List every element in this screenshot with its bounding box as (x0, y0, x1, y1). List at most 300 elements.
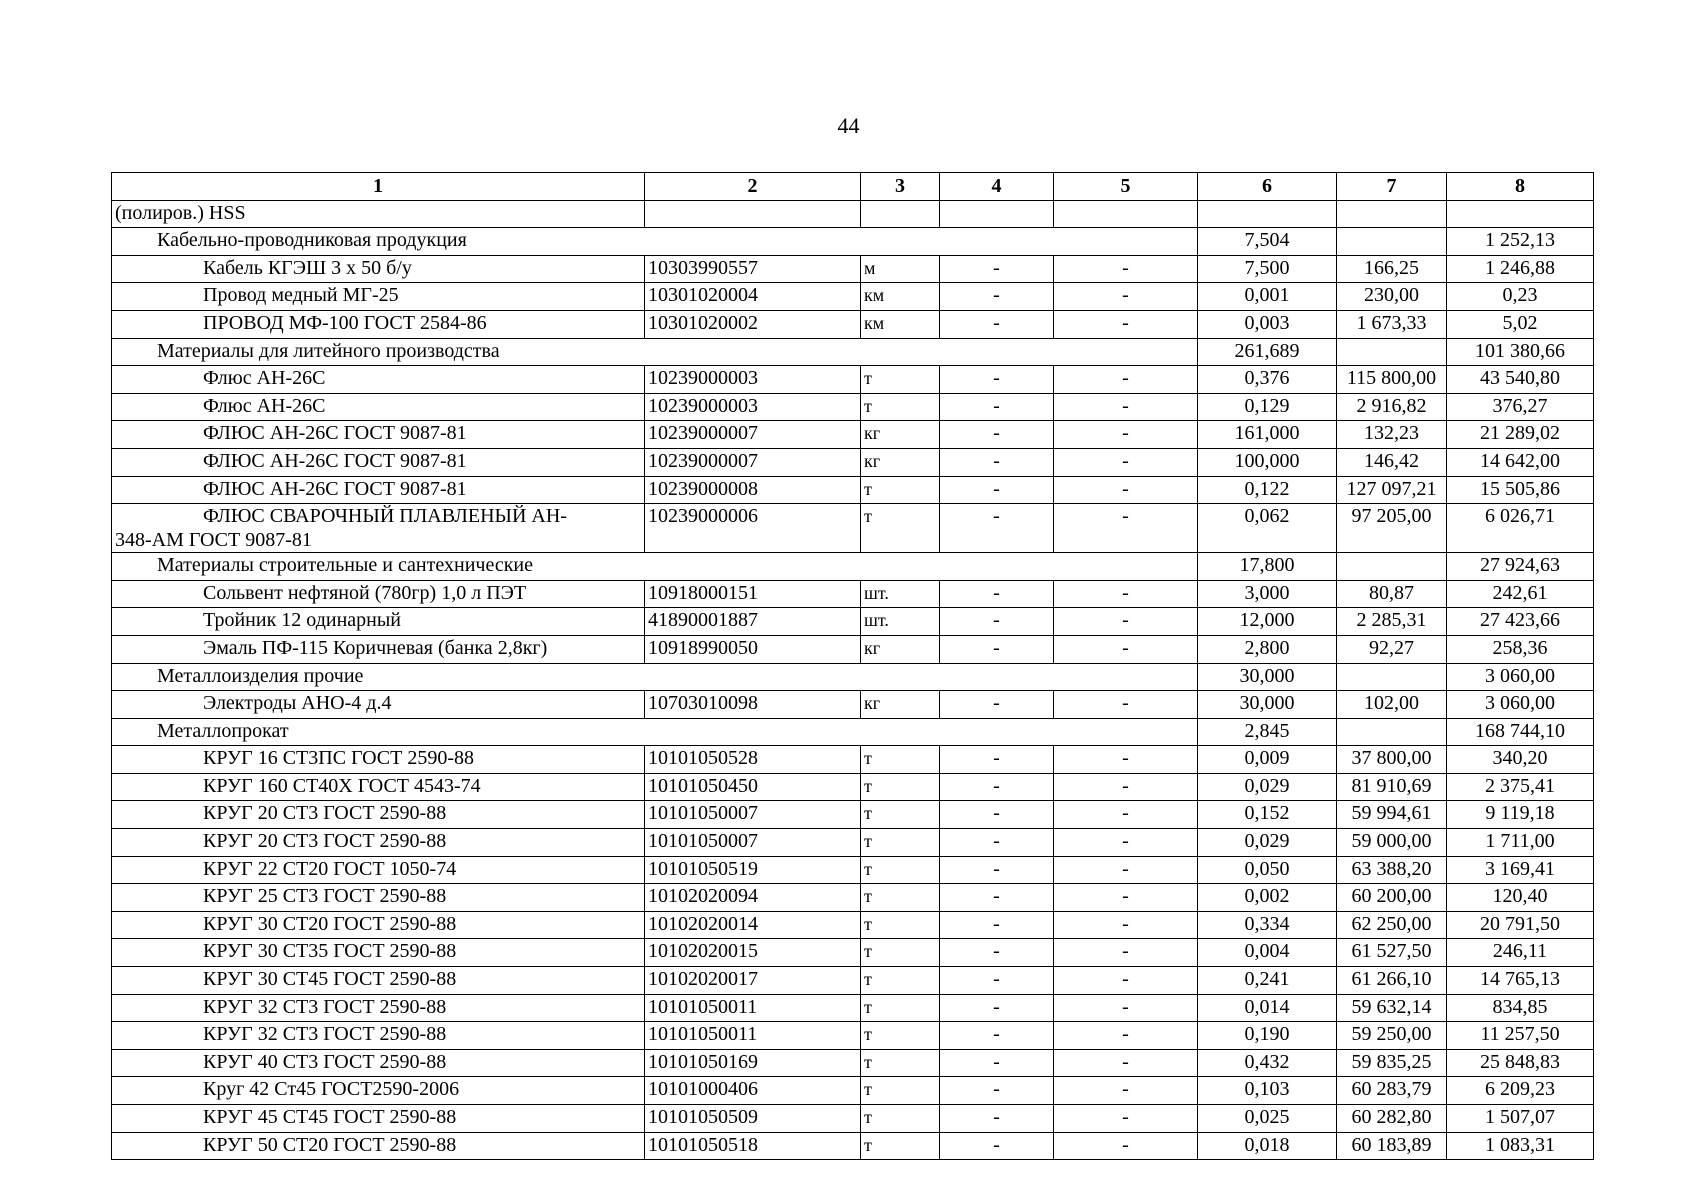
table-row (112, 504, 1594, 553)
col-header-4: 4 (940, 173, 1054, 201)
code-cell: 10101050518 (645, 1132, 861, 1160)
price-cell: 166,25 (1337, 255, 1447, 283)
table-row (112, 608, 1594, 636)
name-cell: Круг 42 Ст45 ГОСТ2590-2006 (112, 1077, 645, 1105)
col5-cell: - (1054, 635, 1198, 663)
table-row (112, 856, 1594, 884)
name-cell: ФЛЮС АН-26С ГОСТ 9087-81 (112, 476, 645, 504)
price-cell (1337, 663, 1447, 691)
col4-cell: - (940, 911, 1054, 939)
qty-cell: 0,129 (1198, 393, 1337, 421)
col5-cell: - (1054, 476, 1198, 504)
sum-cell: 242,61 (1447, 580, 1594, 608)
name-cell: КРУГ 30 СТ35 ГОСТ 2590-88 (112, 939, 645, 967)
code-cell: 10303990557 (645, 255, 861, 283)
col4-cell: - (940, 773, 1054, 801)
sum-cell: 0,23 (1447, 283, 1594, 311)
col5-cell: - (1054, 801, 1198, 829)
unit-cell: т (861, 829, 940, 857)
unit-cell: т (861, 1049, 940, 1077)
name-cell: Провод медный МГ-25 (112, 283, 645, 311)
unit-cell: кг (861, 421, 940, 449)
unit-cell: кг (861, 635, 940, 663)
col4-cell: - (940, 366, 1054, 394)
name-cell: КРУГ 25 СТ3 ГОСТ 2590-88 (112, 884, 645, 912)
qty-cell: 0,050 (1198, 856, 1337, 884)
sum-cell: 25 848,83 (1447, 1049, 1594, 1077)
col-header-3: 3 (861, 173, 940, 201)
header-row (112, 173, 1594, 201)
name-cell: КРУГ 45 СТ45 ГОСТ 2590-88 (112, 1105, 645, 1133)
qty-cell: 17,800 (1198, 553, 1337, 581)
sum-cell: 6 026,71 (1447, 504, 1594, 553)
unit-cell (861, 200, 940, 228)
price-cell: 60 183,89 (1337, 1132, 1447, 1160)
col4-cell (940, 200, 1054, 228)
unit-cell: т (861, 994, 940, 1022)
qty-cell: 100,000 (1198, 448, 1337, 476)
group-name-cell: Металлоизделия прочие (112, 663, 1198, 691)
code-cell: 10101050169 (645, 1049, 861, 1077)
group-row (112, 553, 1594, 581)
col5-cell: - (1054, 939, 1198, 967)
col5-cell: - (1054, 310, 1198, 338)
price-cell (1337, 228, 1447, 256)
qty-cell: 0,103 (1198, 1077, 1337, 1105)
code-cell: 10301020002 (645, 310, 861, 338)
table-row (112, 994, 1594, 1022)
qty-cell: 0,004 (1198, 939, 1337, 967)
col5-cell: - (1054, 829, 1198, 857)
col4-cell: - (940, 255, 1054, 283)
sum-cell (1447, 200, 1594, 228)
table-row (112, 939, 1594, 967)
table-row (112, 1022, 1594, 1050)
qty-cell: 0,122 (1198, 476, 1337, 504)
page-number: 44 (837, 113, 860, 138)
group-row (112, 718, 1594, 746)
col5-cell: - (1054, 1077, 1198, 1105)
sum-cell: 43 540,80 (1447, 366, 1594, 394)
sum-cell: 20 791,50 (1447, 911, 1594, 939)
qty-cell: 0,334 (1198, 911, 1337, 939)
table-row (112, 366, 1594, 394)
col5-cell: - (1054, 366, 1198, 394)
sum-cell: 2 375,41 (1447, 773, 1594, 801)
col5-cell: - (1054, 884, 1198, 912)
qty-cell: 0,025 (1198, 1105, 1337, 1133)
name-cell: Флюс АН-26С (112, 366, 645, 394)
sum-cell: 3 060,00 (1447, 691, 1594, 719)
unit-cell: т (861, 801, 940, 829)
col4-cell: - (940, 994, 1054, 1022)
name-cell: ФЛЮС АН-26С ГОСТ 9087-81 (112, 448, 645, 476)
col4-cell: - (940, 967, 1054, 995)
sum-cell: 340,20 (1447, 746, 1594, 774)
price-cell (1337, 718, 1447, 746)
code-cell: 10101050528 (645, 746, 861, 774)
qty-cell: 0,029 (1198, 829, 1337, 857)
col4-cell: - (940, 283, 1054, 311)
sum-cell: 258,36 (1447, 635, 1594, 663)
table-row (112, 476, 1594, 504)
table-row (112, 884, 1594, 912)
sum-cell: 1 711,00 (1447, 829, 1594, 857)
col5-cell: - (1054, 504, 1198, 553)
col-header-6: 6 (1198, 173, 1337, 201)
col4-cell: - (940, 691, 1054, 719)
name-line-1: ФЛЮС СВАРОЧНЫЙ ПЛАВЛЕНЫЙ АН- (203, 505, 567, 528)
name-cell: КРУГ 20 СТ3 ГОСТ 2590-88 (112, 829, 645, 857)
code-cell: 10301020004 (645, 283, 861, 311)
table-row (112, 829, 1594, 857)
code-cell: 10239000006 (645, 504, 861, 553)
price-cell: 60 282,80 (1337, 1105, 1447, 1133)
col5-cell: - (1054, 255, 1198, 283)
qty-cell: 0,432 (1198, 1049, 1337, 1077)
table-row (112, 283, 1594, 311)
price-cell: 102,00 (1337, 691, 1447, 719)
table-row (112, 1132, 1594, 1160)
unit-cell: т (861, 476, 940, 504)
name-cell: КРУГ 160 СТ40Х ГОСТ 4543-74 (112, 773, 645, 801)
qty-cell: 0,009 (1198, 746, 1337, 774)
unit-cell: т (861, 746, 940, 774)
table-row (112, 635, 1594, 663)
col4-cell: - (940, 746, 1054, 774)
sum-cell: 120,40 (1447, 884, 1594, 912)
price-cell: 59 250,00 (1337, 1022, 1447, 1050)
group-name-cell: Металлопрокат (112, 718, 1198, 746)
name-cell: Кабель КГЭШ 3 х 50 б/у (112, 255, 645, 283)
unit-cell: т (861, 884, 940, 912)
col5-cell: - (1054, 448, 1198, 476)
qty-cell: 0,152 (1198, 801, 1337, 829)
code-cell: 10239000007 (645, 421, 861, 449)
sum-cell: 27 924,63 (1447, 553, 1594, 581)
qty-cell: 0,002 (1198, 884, 1337, 912)
unit-cell: т (861, 1132, 940, 1160)
code-cell: 10239000003 (645, 393, 861, 421)
col5-cell: - (1054, 283, 1198, 311)
name-cell: Эмаль ПФ-115 Коричневая (банка 2,8кг) (112, 635, 645, 663)
unit-cell: кг (861, 691, 940, 719)
unit-cell: шт. (861, 580, 940, 608)
qty-cell: 0,062 (1198, 504, 1337, 553)
sum-cell: 15 505,86 (1447, 476, 1594, 504)
unit-cell: т (861, 1022, 940, 1050)
table-row (112, 310, 1594, 338)
col5-cell: - (1054, 1022, 1198, 1050)
price-cell: 59 000,00 (1337, 829, 1447, 857)
name-cell: ПРОВОД МФ-100 ГОСТ 2584-86 (112, 310, 645, 338)
col4-cell: - (940, 448, 1054, 476)
name-line-2: 348-АМ ГОСТ 9087-81 (115, 529, 312, 552)
unit-cell: т (861, 393, 940, 421)
sum-cell: 3 169,41 (1447, 856, 1594, 884)
sum-cell: 14 642,00 (1447, 448, 1594, 476)
name-cell: КРУГ 20 СТ3 ГОСТ 2590-88 (112, 801, 645, 829)
col5-cell: - (1054, 691, 1198, 719)
col4-cell: - (940, 635, 1054, 663)
col5-cell (1054, 200, 1198, 228)
price-cell: 60 283,79 (1337, 1077, 1447, 1105)
sum-cell: 3 060,00 (1447, 663, 1594, 691)
price-cell: 60 200,00 (1337, 884, 1447, 912)
col4-cell: - (940, 393, 1054, 421)
code-cell (645, 200, 861, 228)
unit-cell: т (861, 366, 940, 394)
col5-cell: - (1054, 994, 1198, 1022)
col4-cell: - (940, 310, 1054, 338)
unit-cell: км (861, 283, 940, 311)
price-cell: 63 388,20 (1337, 856, 1447, 884)
name-cell: ФЛЮС АН-26С ГОСТ 9087-81 (112, 421, 645, 449)
unit-cell: т (861, 967, 940, 995)
price-cell (1337, 338, 1447, 366)
col5-cell: - (1054, 967, 1198, 995)
code-cell: 10102020094 (645, 884, 861, 912)
col4-cell: - (940, 939, 1054, 967)
col4-cell: - (940, 1077, 1054, 1105)
name-cell: (полиров.) HSS (112, 200, 645, 228)
sum-cell: 168 744,10 (1447, 718, 1594, 746)
col4-cell: - (940, 1105, 1054, 1133)
table-row (112, 801, 1594, 829)
name-cell: Электроды АНО-4 д.4 (112, 691, 645, 719)
materials-table (111, 172, 1594, 1160)
code-cell: 10703010098 (645, 691, 861, 719)
price-cell: 97 205,00 (1337, 504, 1447, 553)
price-cell (1337, 200, 1447, 228)
name-cell: КРУГ 16 СТ3ПС ГОСТ 2590-88 (112, 746, 645, 774)
price-cell: 132,23 (1337, 421, 1447, 449)
code-cell: 10918990050 (645, 635, 861, 663)
sum-cell: 6 209,23 (1447, 1077, 1594, 1105)
qty-cell: 30,000 (1198, 691, 1337, 719)
price-cell: 2 916,82 (1337, 393, 1447, 421)
price-cell: 146,42 (1337, 448, 1447, 476)
qty-cell: 0,029 (1198, 773, 1337, 801)
price-cell: 59 632,14 (1337, 994, 1447, 1022)
col-header-7: 7 (1337, 173, 1447, 201)
code-cell: 10101050509 (645, 1105, 861, 1133)
code-cell: 10101000406 (645, 1077, 861, 1105)
code-cell: 10239000003 (645, 366, 861, 394)
table-row (112, 773, 1594, 801)
price-cell: 92,27 (1337, 635, 1447, 663)
unit-cell: т (861, 1077, 940, 1105)
col5-cell: - (1054, 773, 1198, 801)
col4-cell: - (940, 1022, 1054, 1050)
price-cell: 59 835,25 (1337, 1049, 1447, 1077)
name-cell: КРУГ 32 СТ3 ГОСТ 2590-88 (112, 994, 645, 1022)
qty-cell: 0,001 (1198, 283, 1337, 311)
sum-cell: 246,11 (1447, 939, 1594, 967)
sum-cell: 1 246,88 (1447, 255, 1594, 283)
col5-cell: - (1054, 856, 1198, 884)
name-cell: КРУГ 22 СТ20 ГОСТ 1050-74 (112, 856, 645, 884)
unit-cell: т (861, 939, 940, 967)
code-cell: 10101050007 (645, 829, 861, 857)
price-cell: 1 673,33 (1337, 310, 1447, 338)
table-row (112, 393, 1594, 421)
group-row (112, 663, 1594, 691)
code-cell: 10101050011 (645, 994, 861, 1022)
qty-cell: 0,190 (1198, 1022, 1337, 1050)
col4-cell: - (940, 1049, 1054, 1077)
price-cell: 230,00 (1337, 283, 1447, 311)
col4-cell: - (940, 476, 1054, 504)
price-cell: 37 800,00 (1337, 746, 1447, 774)
col-header-8: 8 (1447, 173, 1594, 201)
code-cell: 41890001887 (645, 608, 861, 636)
name-cell: КРУГ 40 СТ3 ГОСТ 2590-88 (112, 1049, 645, 1077)
qty-cell: 7,500 (1198, 255, 1337, 283)
name-cell: Флюс АН-26С (112, 393, 645, 421)
name-cell: Тройник 12 одинарный (112, 608, 645, 636)
unit-cell: т (861, 773, 940, 801)
group-row (112, 338, 1594, 366)
col4-cell: - (940, 856, 1054, 884)
col4-cell: - (940, 504, 1054, 553)
group-name-cell: Материалы строительные и сантехнические (112, 553, 1198, 581)
qty-cell: 0,376 (1198, 366, 1337, 394)
code-cell: 10239000008 (645, 476, 861, 504)
price-cell: 2 285,31 (1337, 608, 1447, 636)
col-header-2: 2 (645, 173, 861, 201)
price-cell: 59 994,61 (1337, 801, 1447, 829)
col5-cell: - (1054, 1132, 1198, 1160)
qty-cell: 0,014 (1198, 994, 1337, 1022)
table-row (112, 1077, 1594, 1105)
col5-cell: - (1054, 393, 1198, 421)
table-row (112, 580, 1594, 608)
col4-cell: - (940, 421, 1054, 449)
table-row (112, 200, 1594, 228)
col5-cell: - (1054, 1105, 1198, 1133)
table-row (112, 691, 1594, 719)
unit-cell: м (861, 255, 940, 283)
code-cell: 10102020015 (645, 939, 861, 967)
table-row (112, 255, 1594, 283)
code-cell: 10101050007 (645, 801, 861, 829)
code-cell: 10918000151 (645, 580, 861, 608)
col4-cell: - (940, 608, 1054, 636)
price-cell: 81 910,69 (1337, 773, 1447, 801)
qty-cell: 2,845 (1198, 718, 1337, 746)
unit-cell: т (861, 856, 940, 884)
col4-cell: - (940, 801, 1054, 829)
price-cell: 61 527,50 (1337, 939, 1447, 967)
table-row (112, 1105, 1594, 1133)
unit-cell: т (861, 504, 940, 553)
unit-cell: шт. (861, 608, 940, 636)
unit-cell: т (861, 1105, 940, 1133)
col4-cell: - (940, 580, 1054, 608)
price-cell (1337, 553, 1447, 581)
table-row (112, 448, 1594, 476)
price-cell: 61 266,10 (1337, 967, 1447, 995)
qty-cell: 261,689 (1198, 338, 1337, 366)
code-cell: 10239000007 (645, 448, 861, 476)
table-row (112, 911, 1594, 939)
qty-cell: 161,000 (1198, 421, 1337, 449)
name-cell (112, 504, 645, 553)
qty-cell: 0,018 (1198, 1132, 1337, 1160)
col5-cell: - (1054, 580, 1198, 608)
unit-cell: кг (861, 448, 940, 476)
table-body (112, 200, 1594, 1160)
col5-cell: - (1054, 421, 1198, 449)
sum-cell: 11 257,50 (1447, 1022, 1594, 1050)
sum-cell: 5,02 (1447, 310, 1594, 338)
sum-cell: 1 507,07 (1447, 1105, 1594, 1133)
sum-cell: 101 380,66 (1447, 338, 1594, 366)
name-cell: КРУГ 32 СТ3 ГОСТ 2590-88 (112, 1022, 645, 1050)
col-header-1: 1 (112, 173, 645, 201)
qty-cell: 0,241 (1198, 967, 1337, 995)
table-row (112, 967, 1594, 995)
group-name-cell: Материалы для литейного производства (112, 338, 1198, 366)
sum-cell: 9 119,18 (1447, 801, 1594, 829)
col5-cell: - (1054, 911, 1198, 939)
price-cell: 80,87 (1337, 580, 1447, 608)
code-cell: 10101050519 (645, 856, 861, 884)
qty-cell: 2,800 (1198, 635, 1337, 663)
price-cell: 127 097,21 (1337, 476, 1447, 504)
group-name-cell: Кабельно-проводниковая продукция (112, 228, 1198, 256)
unit-cell: км (861, 310, 940, 338)
name-cell: КРУГ 30 СТ20 ГОСТ 2590-88 (112, 911, 645, 939)
table-row (112, 746, 1594, 774)
sum-cell: 1 252,13 (1447, 228, 1594, 256)
code-cell: 10102020017 (645, 967, 861, 995)
name-cell: КРУГ 50 СТ20 ГОСТ 2590-88 (112, 1132, 645, 1160)
sum-cell: 834,85 (1447, 994, 1594, 1022)
col4-cell: - (940, 884, 1054, 912)
qty-cell: 30,000 (1198, 663, 1337, 691)
name-cell: Сольвент нефтяной (780гр) 1,0 л ПЭТ (112, 580, 645, 608)
col5-cell: - (1054, 746, 1198, 774)
sum-cell: 21 289,02 (1447, 421, 1594, 449)
group-row (112, 228, 1594, 256)
col4-cell: - (940, 829, 1054, 857)
price-cell: 115 800,00 (1337, 366, 1447, 394)
col5-cell: - (1054, 1049, 1198, 1077)
qty-cell: 0,003 (1198, 310, 1337, 338)
sum-cell: 14 765,13 (1447, 967, 1594, 995)
col5-cell: - (1054, 608, 1198, 636)
price-cell: 62 250,00 (1337, 911, 1447, 939)
sum-cell: 27 423,66 (1447, 608, 1594, 636)
sum-cell: 1 083,31 (1447, 1132, 1594, 1160)
qty-cell: 3,000 (1198, 580, 1337, 608)
col4-cell: - (940, 1132, 1054, 1160)
table-row (112, 421, 1594, 449)
code-cell: 10102020014 (645, 911, 861, 939)
qty-cell: 12,000 (1198, 608, 1337, 636)
table-row (112, 1049, 1594, 1077)
name-cell: КРУГ 30 СТ45 ГОСТ 2590-88 (112, 967, 645, 995)
code-cell: 10101050450 (645, 773, 861, 801)
col-header-5: 5 (1054, 173, 1198, 201)
sum-cell: 376,27 (1447, 393, 1594, 421)
unit-cell: т (861, 911, 940, 939)
qty-cell (1198, 200, 1337, 228)
qty-cell: 7,504 (1198, 228, 1337, 256)
code-cell: 10101050011 (645, 1022, 861, 1050)
